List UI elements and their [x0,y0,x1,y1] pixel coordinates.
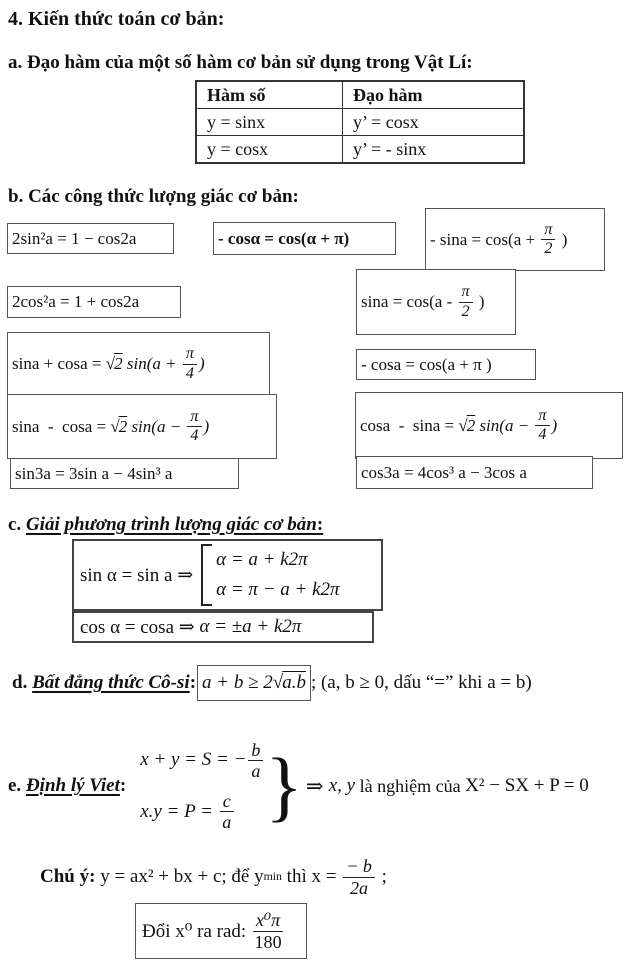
fraction-numerator: c [220,791,234,812]
fraction-denominator: a [251,760,261,781]
section-a-heading: a. Đạo hàm của một số hàm cơ bản sử dụng trong Vật Lí: [8,52,473,73]
formula-text: ) [203,416,210,436]
fraction [248,740,263,781]
note-label: Chú ý: [40,866,96,887]
viet-product-equation [140,791,265,832]
section-e [8,733,589,839]
formula-box-sin-equation [72,539,383,611]
radical [458,416,475,436]
fraction-denominator: 180 [254,931,282,952]
radical-argument: 2 [118,416,128,436]
formula-text: - sina = cos(a + [430,229,540,249]
radical [110,417,127,437]
sqrt-icon: √ [458,415,467,435]
viet-equations [140,740,265,833]
cosi-inequality-box [197,665,311,701]
fraction-numerator: π [535,407,549,426]
page-title: 4. Kiến thức toán cơ bản: [8,8,225,30]
formula-text: ) [551,415,558,435]
fraction [343,856,375,897]
fraction-numerator: π [187,408,201,427]
formula-text: x + y = S = − [140,749,247,771]
fraction-denominator: 2 [544,240,553,257]
table-header-ham-so: Hàm số [196,81,343,109]
formula-box-neg-cos-alpha [213,222,396,255]
note-text: y = ax² + bx + c; để y [95,866,264,887]
fraction-numerator: π [459,283,473,302]
fraction [253,910,283,951]
formula-text: - cosα = cos(α + π) [218,228,350,248]
formula-text: sin(a + [122,354,181,373]
formula-text: 2cos²a = 1 + cos2a [12,292,140,311]
degree-to-rad-box [135,903,307,959]
section-c-label: c. [8,514,26,535]
fraction-numerator: π [541,221,555,240]
formula-text: ) [198,354,205,373]
formula-box-neg-cosa [356,349,536,380]
formula-box-neg-sina [425,208,605,271]
fraction [220,791,234,832]
formula-text: sin(a − [475,415,534,435]
fraction [459,283,473,320]
formula-text: cos α = cosa ⇒ [80,616,200,638]
fraction-denominator: 4 [190,427,199,444]
formula-text: cos3a = 4cos³ a − 3cos a [361,462,527,482]
note-text: ; [376,866,387,887]
formula-box-sina-minus-cosa [7,394,277,459]
table-cell: y = cosx [196,136,343,164]
formula-box-cosa-minus-sina [355,392,623,459]
formula-text: ) [557,229,568,249]
viet-variables: x, y [328,775,356,796]
fraction-denominator: a [222,812,232,833]
fraction [183,345,197,382]
table-header-row [196,81,524,109]
formula-box-sina-plus-cosa [7,332,270,396]
fraction [187,408,201,445]
formula-text: Đổi x⁰ ra rad: [142,920,251,942]
note-subscript: min [263,870,282,883]
cosi-condition-text: ; (a, b ≥ 0, dấu “=” khi a = b) [310,672,532,693]
fraction-numerator: b [248,740,263,761]
fraction-numerator: π [183,345,197,364]
note-text: thì x = [281,866,342,887]
section-c-colon: : [316,514,324,535]
section-e-title: Định lý Viet [25,775,120,796]
formula-text: 2sin²a = 1 − cos2a [12,228,137,248]
table-row [196,109,524,136]
sqrt-icon: √ [110,416,119,436]
fraction-numerator: − b [343,856,375,877]
table-header-dao-ham: Đạo hàm [343,81,525,109]
implies-arrow: ⇒ [305,773,329,798]
fraction-denominator: 4 [538,426,547,443]
formula-text: - cosa = cos(a + π ) [361,354,492,374]
formula-text: sina = cos(a - [361,292,457,311]
case-2: α = π − a + k2π [216,579,340,600]
fraction-denominator: 2a [350,877,369,898]
case-1: α = a + k2π [216,549,308,570]
fraction-numerator: x⁰π [253,910,283,931]
brace-right-icon: } [265,741,303,829]
fraction-denominator: 2 [461,302,470,320]
section-b-heading: b. Các công thức lượng giác cơ bản: [8,186,299,207]
radical [106,354,123,374]
formula-text: ) [474,292,485,311]
radical-argument: 2 [114,354,123,373]
formula-box-sin3a [10,458,239,489]
table-row [196,136,524,164]
section-d-label: d. [12,672,33,693]
viet-quadratic-formula: X² − SX + P = 0 [465,775,589,796]
section-c-title: Giải phương trình lượng giác cơ bản [25,514,317,535]
table-cell: y = sinx [196,109,343,136]
viet-sum-equation [140,740,265,781]
formula-text: sina - cosa = [12,416,111,436]
formula-text: sin α = sin a ⇒ [80,564,194,586]
radical-argument: a.b [282,672,306,693]
fraction [541,221,555,258]
derivative-table [195,80,525,164]
bracket-left-icon [201,544,212,606]
section-d-colon: : [189,672,197,693]
radical [273,672,306,694]
formula-box-cos3a [356,456,593,489]
section-e-colon: : [119,775,127,796]
formula-box-2sin2a [7,223,174,254]
formula-text: x.y = P = [140,800,218,822]
formula-text: sin3a = 3sin a − 4sin³ a [15,463,173,483]
fraction [535,407,549,444]
sqrt-icon: √ [272,672,283,693]
sqrt-icon: √ [105,354,115,373]
solution-cases [216,549,339,601]
formula-text: sina + cosa = [12,354,106,373]
formula-text: sin(a − [127,416,186,436]
viet-conclusion-text: là nghiệm của [355,775,466,796]
formula-box-2cos2a [7,286,181,318]
formula-box-sina-cos [356,269,516,335]
radical-argument: 2 [466,415,476,435]
table-cell: y’ = cosx [343,109,525,136]
note-line [40,851,387,903]
section-d-title: Bất đẳng thức Cô-si [32,672,190,693]
section-e-label: e. [8,775,26,796]
formula-text: a + b ≥ 2 [202,672,273,693]
section-c-heading [8,514,323,536]
formula-text: cosa - sina = [360,415,459,435]
formula-box-cos-equation [72,611,374,643]
table-cell: y’ = - sinx [343,136,525,164]
fraction-denominator: 4 [185,364,194,382]
section-d [12,660,532,706]
formula-text: α = ±a + k2π [199,616,302,637]
